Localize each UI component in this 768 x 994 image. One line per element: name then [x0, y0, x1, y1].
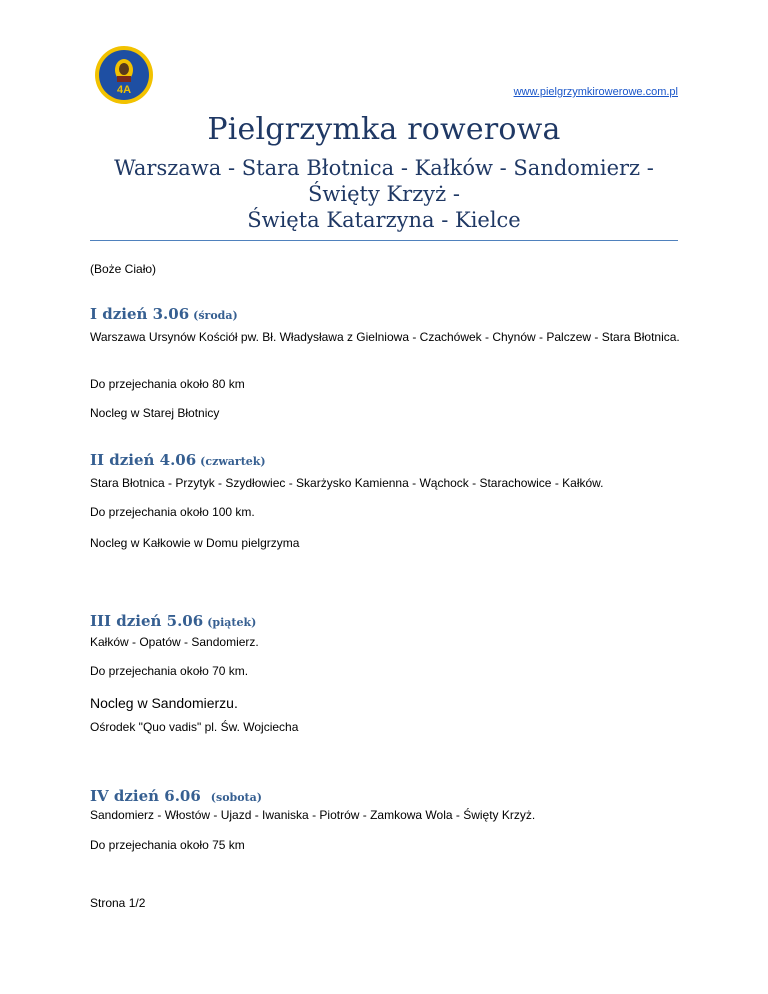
- subtitle-line: Warszawa - Stara Błotnica - Kałków - Sandomierz -: [114, 156, 654, 180]
- day-2-distance: Do przejechania około 100 km.: [90, 505, 255, 519]
- day-1-distance: Do przejechania około 80 km: [90, 377, 245, 391]
- day-2-weekday: (czwartek): [200, 455, 266, 468]
- day-3-distance: Do przejechania około 70 km.: [90, 664, 249, 678]
- day-2-heading: [90, 451, 266, 469]
- day-4-distance: Do przejechania około 75 km: [90, 838, 245, 852]
- day-2-lodging: Nocleg w Kałkowie w Domu pielgrzyma: [90, 536, 300, 550]
- organization-logo: [94, 45, 154, 105]
- website-link[interactable]: www.pielgrzymkirowerowe.com.pl: [513, 86, 678, 98]
- day-3-lodging: Nocleg w Sandomierzu.: [90, 695, 238, 711]
- day-4-heading: [90, 787, 262, 805]
- day-1-route: Warszawa Ursynów Kościół pw. Bł. Władysława z Gielniowa - Czachówek - Chynów - Palczew - Stara Błotnica.: [90, 330, 680, 344]
- day-3-weekday: (piątek): [207, 616, 257, 629]
- day-1-title: I dzień 3.06: [90, 305, 190, 323]
- day-3-title: III dzień 5.06: [90, 612, 204, 630]
- day-3-route: Kałków - Opatów - Sandomierz.: [90, 635, 259, 649]
- day-2-title: II dzień 4.06: [90, 451, 197, 469]
- day-4-title: IV dzień 6.06: [90, 787, 201, 805]
- day-2-route: Stara Błotnica - Przytyk - Szydłowiec - Skarżysko Kamienna - Wąchock - Starachowice - Kałków.: [90, 476, 604, 490]
- subtitle-line: Święta Katarzyna - Kielce: [247, 208, 521, 232]
- route-subtitle: [90, 155, 678, 233]
- page-number: Strona 1/2: [90, 896, 146, 910]
- page-title: Pielgrzymka rowerowa: [207, 112, 561, 147]
- day-4-route: Sandomierz - Włostów - Ujazd - Iwaniska - Piotrów - Zamkowa Wola - Święty Krzyż.: [90, 808, 536, 822]
- day-1-lodging: Nocleg w Starej Błotnicy: [90, 406, 220, 420]
- title-divider: [90, 240, 678, 241]
- day-1-heading: [90, 305, 238, 323]
- day-3-heading: [90, 612, 256, 630]
- day-3-lodging-detail: Ośrodek "Quo vadis" pl. Św. Wojciecha: [90, 720, 299, 734]
- day-4-weekday: (sobota): [210, 791, 262, 804]
- day-1-weekday: (środa): [193, 309, 238, 322]
- holiday-note: (Boże Ciało): [90, 262, 157, 276]
- svg-text:4A: 4A: [116, 84, 132, 96]
- subtitle-line: Święty Krzyż -: [308, 182, 460, 206]
